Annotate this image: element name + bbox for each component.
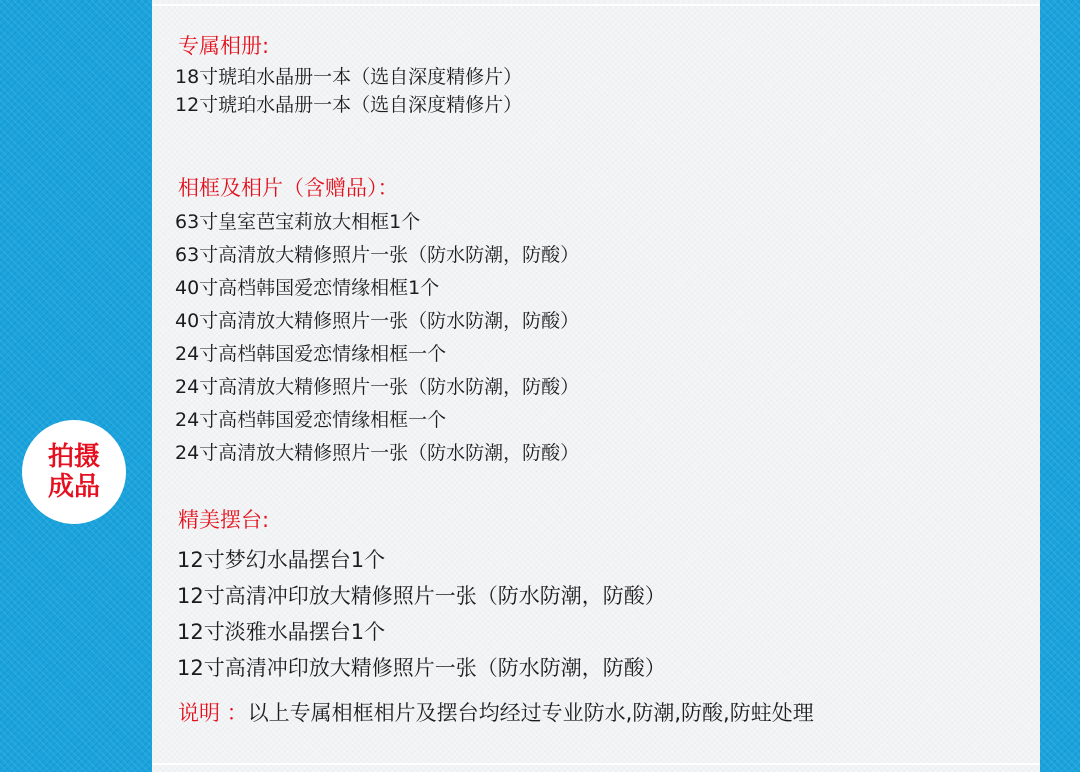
frames-item: 63寸皇室芭宝莉放大相框1个 — [175, 211, 421, 233]
frames-heading: 相框及相片（含赠品）： — [178, 176, 399, 200]
frames-item: 40寸高清放大精修照片一张（防水防潮，防酸） — [175, 310, 580, 332]
frames-item: 24寸高清放大精修照片一张（防水防潮，防酸） — [175, 442, 580, 464]
badge-line-2: 成品 — [47, 472, 100, 502]
album-item: 18寸琥珀水晶册一本（选自深度精修片） — [175, 66, 523, 88]
stand-item: 12寸高清冲印放大精修照片一张（防水防潮，防酸） — [177, 656, 666, 680]
album-item: 12寸琥珀水晶册一本（选自深度精修片） — [175, 94, 523, 116]
album-heading: 专属相册: — [178, 34, 270, 58]
frames-item: 63寸高清放大精修照片一张（防水防潮，防酸） — [175, 244, 580, 266]
stand-item: 12寸淡雅水晶摆台1个 — [177, 620, 386, 644]
note-text: 以上专属相框相片及摆台均经过专业防水,防潮,防酸,防蛀处理 — [247, 701, 814, 725]
frames-item: 24寸高档韩国爱恋情缘相框一个 — [175, 409, 447, 431]
badge-line-1: 拍摄 — [47, 442, 100, 472]
stand-item: 12寸高清冲印放大精修照片一张（防水防潮，防酸） — [177, 584, 666, 608]
panel-bottom-rule — [152, 763, 1040, 765]
stand-heading: 精美摆台: — [178, 508, 270, 532]
frames-item: 40寸高档韩国爱恋情缘相框1个 — [175, 277, 440, 299]
frames-item: 24寸高清放大精修照片一张（防水防潮，防酸） — [175, 376, 580, 398]
frames-item: 24寸高档韩国爱恋情缘相框一个 — [175, 343, 447, 365]
stand-item: 12寸梦幻水晶摆台1个 — [177, 548, 386, 572]
disclaimer-note — [178, 697, 814, 727]
panel-top-rule — [152, 4, 1040, 6]
section-badge — [22, 420, 126, 524]
note-label: 说明 ： — [178, 701, 248, 725]
